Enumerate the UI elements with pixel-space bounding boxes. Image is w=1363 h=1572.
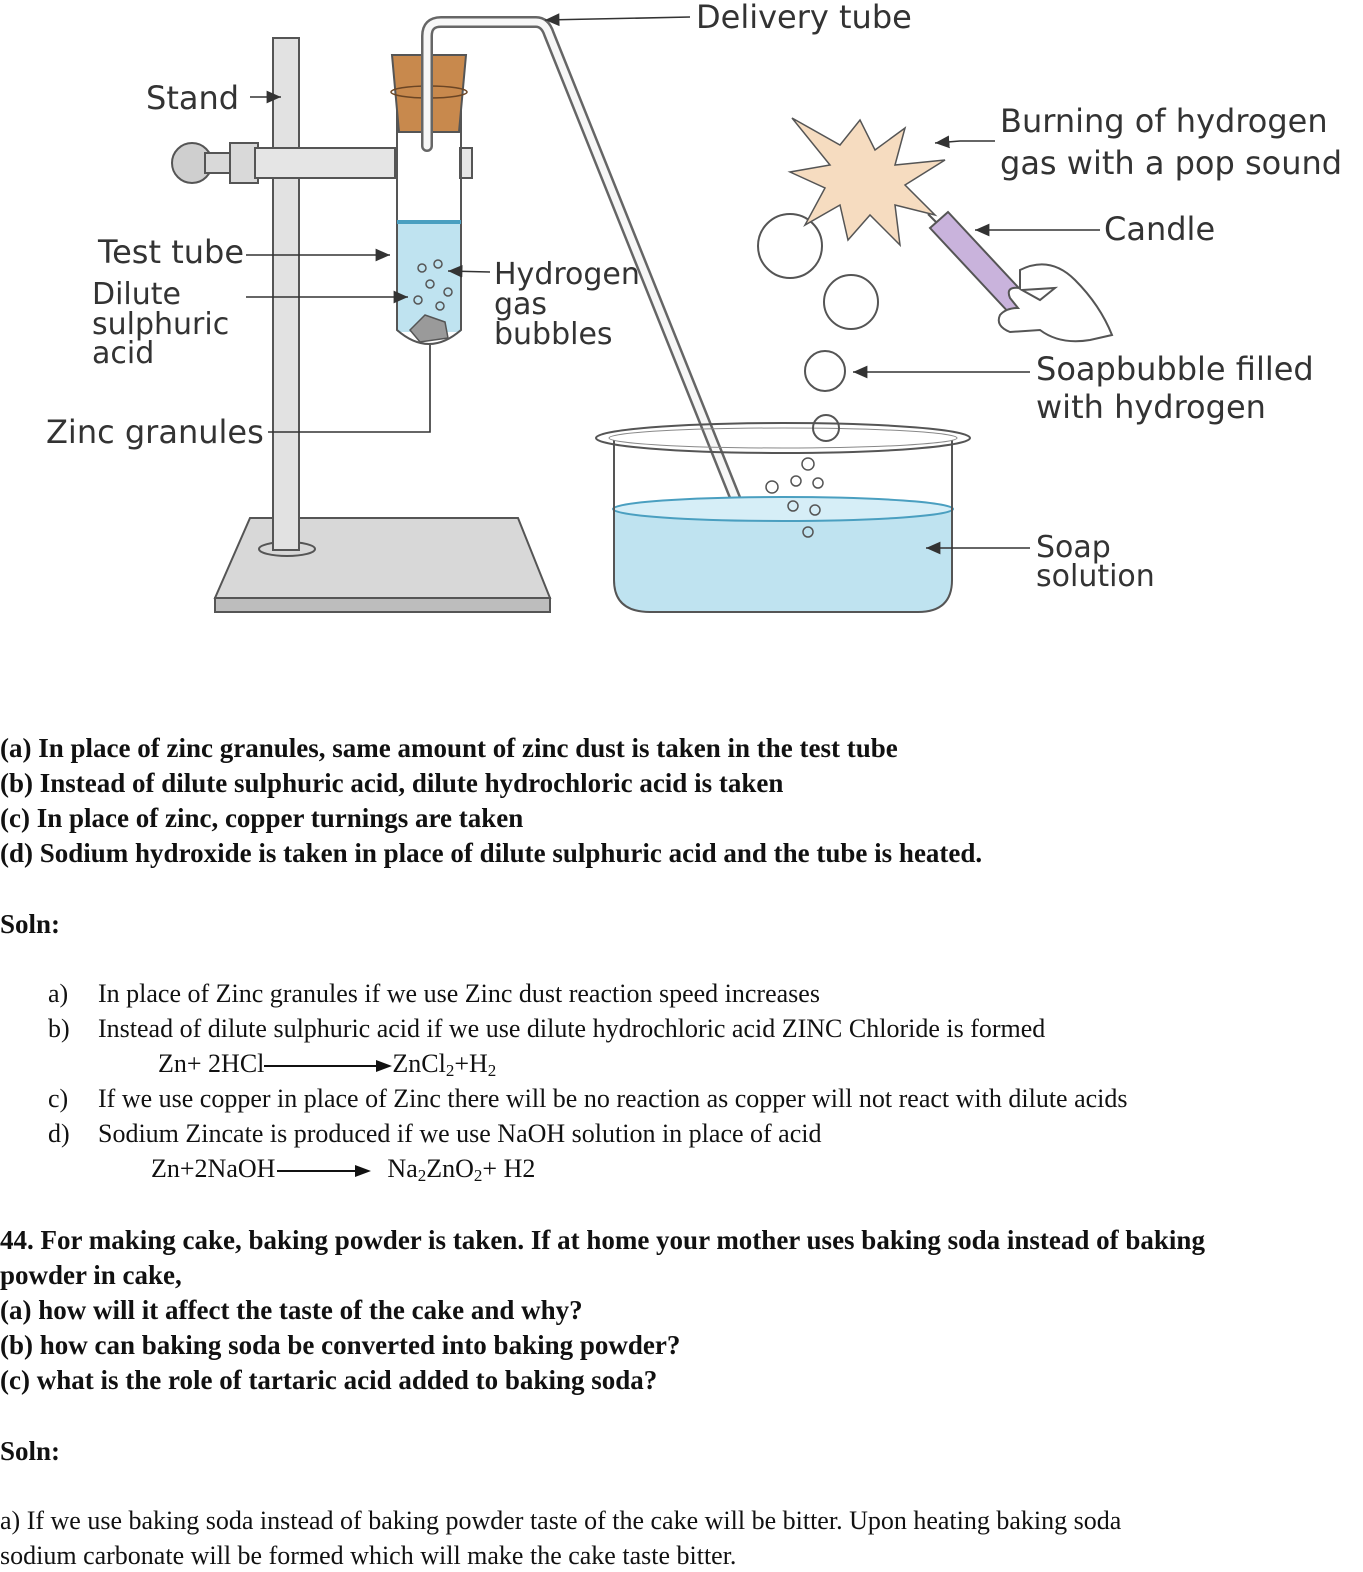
flame-burst-icon xyxy=(790,118,945,245)
equation-1-rhs-b: +H xyxy=(454,1049,488,1078)
label-candle: Candle xyxy=(1104,210,1216,248)
q43-soln-heading: Soln: xyxy=(0,909,61,939)
equation-2-sub-1: 2 xyxy=(417,1166,427,1185)
stand-rod xyxy=(273,38,299,550)
equation-2-rhs-a: Na xyxy=(387,1154,418,1183)
soap-bubbles xyxy=(758,214,878,441)
label-burning-line1: Burning of hydrogen xyxy=(1000,102,1328,140)
label-soap-line1: Soap xyxy=(1036,530,1111,565)
q43-answer-d: Sodium Zincate is produced if we use NaOH solution in place of acid xyxy=(98,1119,822,1148)
trough xyxy=(596,423,970,612)
q43-answer-d-marker: d) xyxy=(48,1119,70,1148)
equation-1-rhs-a: ZnCl xyxy=(392,1049,446,1078)
q44-soln-heading: Soln: xyxy=(0,1436,61,1466)
q43-answer-a: In place of Zinc granules if we use Zinc dust reaction speed increases xyxy=(98,979,820,1008)
equation-2-lhs: Zn+2NaOH xyxy=(151,1154,276,1183)
label-dilute-line1: Dilute xyxy=(92,277,182,312)
q43-option-d: (d) Sodium hydroxide is taken in place of dilute sulphuric acid and the tube is heated. xyxy=(0,838,983,868)
q44-answer-line1: a) If we use baking soda instead of baking powder taste of the cake will be bitter. Upon heating baking soda xyxy=(0,1506,1122,1535)
delivery-tube xyxy=(427,22,795,565)
q44-answer-line2: sodium carbonate will be formed which will make the cake taste bitter. xyxy=(0,1541,737,1570)
q44-question-line1: 44. For making cake, baking powder is taken. If at home your mother uses baking soda instead of baking xyxy=(0,1225,1205,1255)
label-delivery-tube: Delivery tube xyxy=(696,0,912,36)
hydrogen-gas-apparatus-diagram xyxy=(0,0,1363,640)
equation-zn-hcl xyxy=(158,1048,496,1087)
label-dilute-line2: sulphuric xyxy=(92,307,230,342)
label-burning-line2: gas with a pop sound xyxy=(1000,144,1343,182)
label-soapbubble-line1: Soapbubble filled xyxy=(1036,350,1314,388)
q43-answer-a-marker: a) xyxy=(48,979,69,1008)
label-lines xyxy=(246,17,1100,548)
equation-1-sub-2: 2 xyxy=(487,1061,497,1080)
q43-answer-b-marker: b) xyxy=(48,1014,70,1043)
q43-answer-c: If we use copper in place of Zinc there will be no reaction as copper will not react with dilute acids xyxy=(98,1084,1128,1113)
equation-2-sub-2: 2 xyxy=(473,1166,483,1185)
label-hydrogen-line3: bubbles xyxy=(494,317,613,352)
hand-icon xyxy=(999,264,1112,341)
stand-base xyxy=(215,518,550,612)
q43-option-c: (c) In place of zinc, copper turnings are taken xyxy=(0,803,524,833)
equation-2-rhs-b: ZnO xyxy=(426,1154,474,1183)
q44-question-line2: powder in cake, xyxy=(0,1260,182,1290)
label-soapbubble-line2: with hydrogen xyxy=(1036,388,1266,426)
label-soap-line2: solution xyxy=(1036,559,1155,594)
reaction-arrow-icon xyxy=(264,1059,392,1073)
equation-1-sub-1: 2 xyxy=(445,1061,455,1080)
label-dilute-line3: acid xyxy=(92,336,155,371)
reaction-arrow-icon xyxy=(275,1164,371,1178)
label-hydrogen-line1: Hydrogen xyxy=(494,257,640,292)
q43-option-b: (b) Instead of dilute sulphuric acid, dilute hydrochloric acid is taken xyxy=(0,768,784,798)
label-hydrogen-line2: gas xyxy=(494,287,548,322)
q43-answer-c-marker: c) xyxy=(48,1084,69,1113)
label-test-tube: Test tube xyxy=(98,233,245,271)
q44-option-c: (c) what is the role of tartaric acid added to baking soda? xyxy=(0,1365,658,1395)
label-zinc-granules: Zinc granules xyxy=(46,413,264,451)
q43-answer-b: Instead of dilute sulphuric acid if we use dilute hydrochloric acid ZINC Chloride is formed xyxy=(98,1014,1046,1043)
q44-option-b: (b) how can baking soda be converted into baking powder? xyxy=(0,1330,681,1360)
q43-option-a: (a) In place of zinc granules, same amount of zinc dust is taken in the test tube xyxy=(0,733,898,763)
label-stand: Stand xyxy=(146,79,240,117)
q44-option-a: (a) how will it affect the taste of the cake and why? xyxy=(0,1295,583,1325)
equation-zn-naoh xyxy=(151,1153,535,1192)
equation-2-rhs-c: + H2 xyxy=(482,1154,536,1183)
equation-1-lhs: Zn+ 2HCl xyxy=(158,1049,265,1078)
